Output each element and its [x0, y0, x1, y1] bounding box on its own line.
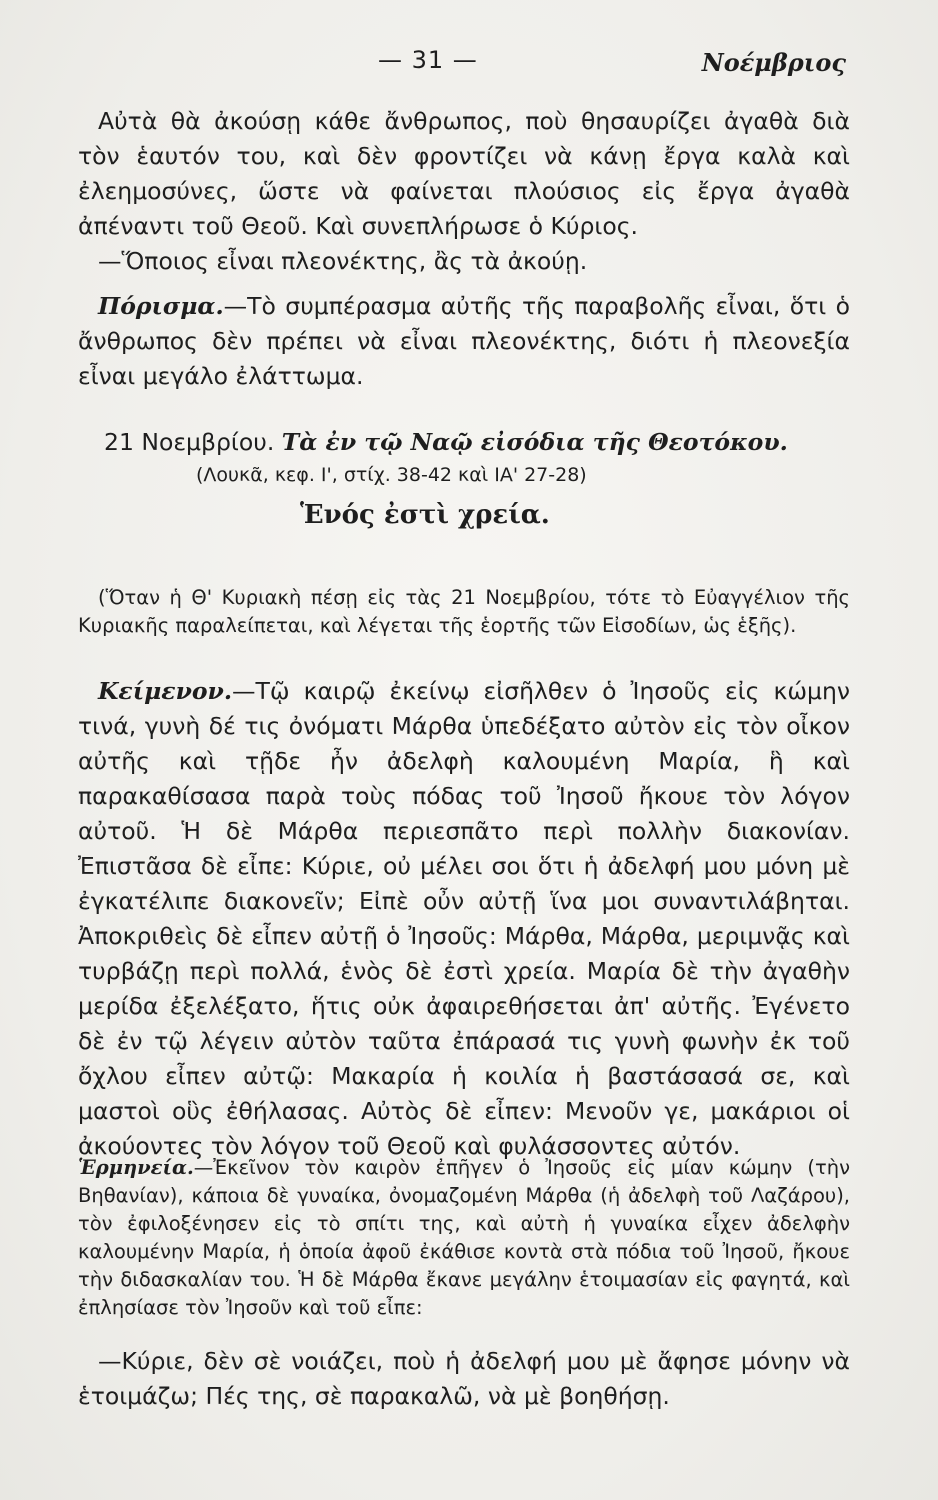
closing-paragraph: —Κύριε, δὲν σὲ νοιάζει, ποὺ ἡ ἀδελφή μου μὲ ἄφησε μόνην νὰ ἑτοιμάζω; Πές της, σὲ παρακαλῶ, νὰ μὲ βοηθήσῃ. [78, 1347, 850, 1410]
intro-paragraph: Αὐτὰ θὰ ἀκούσῃ κάθε ἄνθρωπος, ποὺ θησαυρίζει ἀγαθὰ διὰ τὸν ἑαυτόν του, καὶ δὲν φροντίζει νὰ κάνῃ ἔργα καλὰ καὶ ἐλεημοσύνες, ὥστε νὰ φαίνεται πλούσιος εἰς ἔργα ἀγαθὰ ἀπέναντι τοῦ Θεοῦ. Καὶ συνεπλήρωσε ὁ Κύριος. [78, 107, 850, 240]
page-number: — 31 — [378, 46, 478, 74]
note-section [78, 584, 850, 640]
ermineia-text: —Ἐκεῖνον τὸν καιρὸν ἐπῆγεν ὁ Ἰησοῦς εἰς μίαν κώμην (τὴν Βηθανίαν), κάποια δὲ γυναίκα, ὀνομαζομένη Μάρθα (ἡ ἀδελφὴ τοῦ Λαζάρου), τὸν ἐφιλοξένησεν εἰς τὸ σπίτι της, καὶ αὐτὴ ἡ γυναίκα εἶχεν ἀδελφὴν καλουμένην Μαρία, ἡ ὁποία ἀφοῦ ἐκάθισε κοντὰ στὰ πόδια τοῦ Ἰησοῦ, ἤκουε τὴν διδασκαλίαν του. Ἡ δὲ Μάρθα ἔκανε μεγάλην ἑτοιμασίαν εἰς φαγητά, καὶ ἐπλησίασε τὸν Ἰησοῦν καὶ τοῦ εἶπε: [78, 1156, 850, 1319]
ermineia-paragraph [78, 1154, 850, 1322]
feast-title-line [78, 424, 850, 460]
keimenon-section [78, 674, 850, 1164]
porisma-paragraph [78, 289, 850, 394]
keimenon-text: —Τῷ καιρῷ ἐκείνῳ εἰσῆλθεν ὁ Ἰησοῦς εἰς κώμην τινά, γυνὴ δέ τις ὀνόματι Μάρθα ὑπεδέξατο αὐτὸν εἰς τὸν οἶκον αὐτῆς καὶ τῇδε ἦν ἀδελφὴ καλουμένη Μαρία, ἣ καὶ παρακαθίσασα παρὰ τοὺς πόδας τοῦ Ἰησοῦ ἤκουε τὸν λόγον αὐτοῦ. Ἡ δὲ Μάρθα περιεσπᾶτο περὶ πολλὴν διακονίαν. Ἐπιστᾶσα δὲ εἶπε: Κύριε, οὐ μέλει σοι ὅτι ἡ ἀδελφή μου μόνη μὲ ἐγκατέλιπε διακονεῖν; Εἰπὲ οὖν αὐτῇ ἵνα μοι συναντιλάβηται. Ἀποκριθεὶς δὲ εἶπεν αὐτῇ ὁ Ἰησοῦς: Μάρθα, Μάρθα, μεριμνᾷς καὶ τυρβάζῃ περὶ πολλά, ἑνὸς δὲ ἐστὶ χρεία. Μαρία δὲ τὴν ἀγαθὴν μερίδα ἐξελέξατο, ἥτις οὐκ ἀφαιρεθήσεται ἀπ' αὐτῆς. Ἐγένετο δὲ ἐν τῷ λέγειν αὐτὸν ταῦτα ἐπάρασά τις γυνὴ φωνὴν ἐκ τοῦ ὄχλου εἶπεν αὐτῷ: Μακαρία ἡ κοιλία ἡ βαστάσασά σε, καὶ μαστοὶ οὓς ἐθήλασας. Αὐτὸς δὲ εἶπεν: Μενοῦν γε, μακάριοι οἱ ἀκούοντες τὸν λόγον τοῦ Θεοῦ καὶ φυλάσσοντες αὐτόν. [78, 677, 850, 1160]
keimenon-paragraph [78, 674, 850, 1164]
section-heading: Ἑνός ἐστὶ χρεία. [300, 500, 550, 530]
note-paragraph: (Ὅταν ἡ Θ' Κυριακὴ πέσῃ εἰς τὰς 21 Νοεμβρίου, τότε τὸ Εὐαγγέλιον τῆς Κυριακῆς παραλείπεται, καὶ λέγεται τῆς ἑορτῆς τῶν Εἰσοδίων, ὡς ἑξῆς). [78, 586, 850, 637]
intro-quote: —Ὅποιος εἶναι πλεονέκτης, ἂς τὰ ἀκούῃ. [98, 247, 588, 275]
feast-date: 21 Νοεμβρίου. [104, 428, 275, 456]
closing-section [78, 1344, 850, 1414]
intro-section [78, 104, 850, 279]
feast-section [78, 424, 850, 540]
ermineia-label: Ἑρμηνεία. [78, 1156, 194, 1179]
porisma-section [78, 289, 850, 394]
ermineia-section [78, 1154, 850, 1322]
scripture-reference: (Λουκᾶ, κεφ. Ι', στίχ. 38-42 καὶ ΙΑ' 27-28) [196, 464, 587, 486]
porisma-label: Πόρισμα. [98, 292, 224, 320]
porisma-text: —Τὸ συμπέρασμα αὐτῆς τῆς παραβολῆς εἶναι, ὅτι ὁ ἄνθρωπος δὲν πρέπει νὰ εἶναι πλεονέκτης, διότι ἡ πλεονεξία εἶναι μεγάλο ἐλάττωμα. [78, 292, 850, 390]
keimenon-label: Κείμενον. [98, 677, 233, 705]
page-header [0, 46, 938, 86]
feast-title: Τὰ ἐν τῷ Ναῷ εἰσόδια τῆς Θεοτόκου. [281, 428, 788, 456]
running-head-month: Νοέμβριος [701, 48, 846, 77]
